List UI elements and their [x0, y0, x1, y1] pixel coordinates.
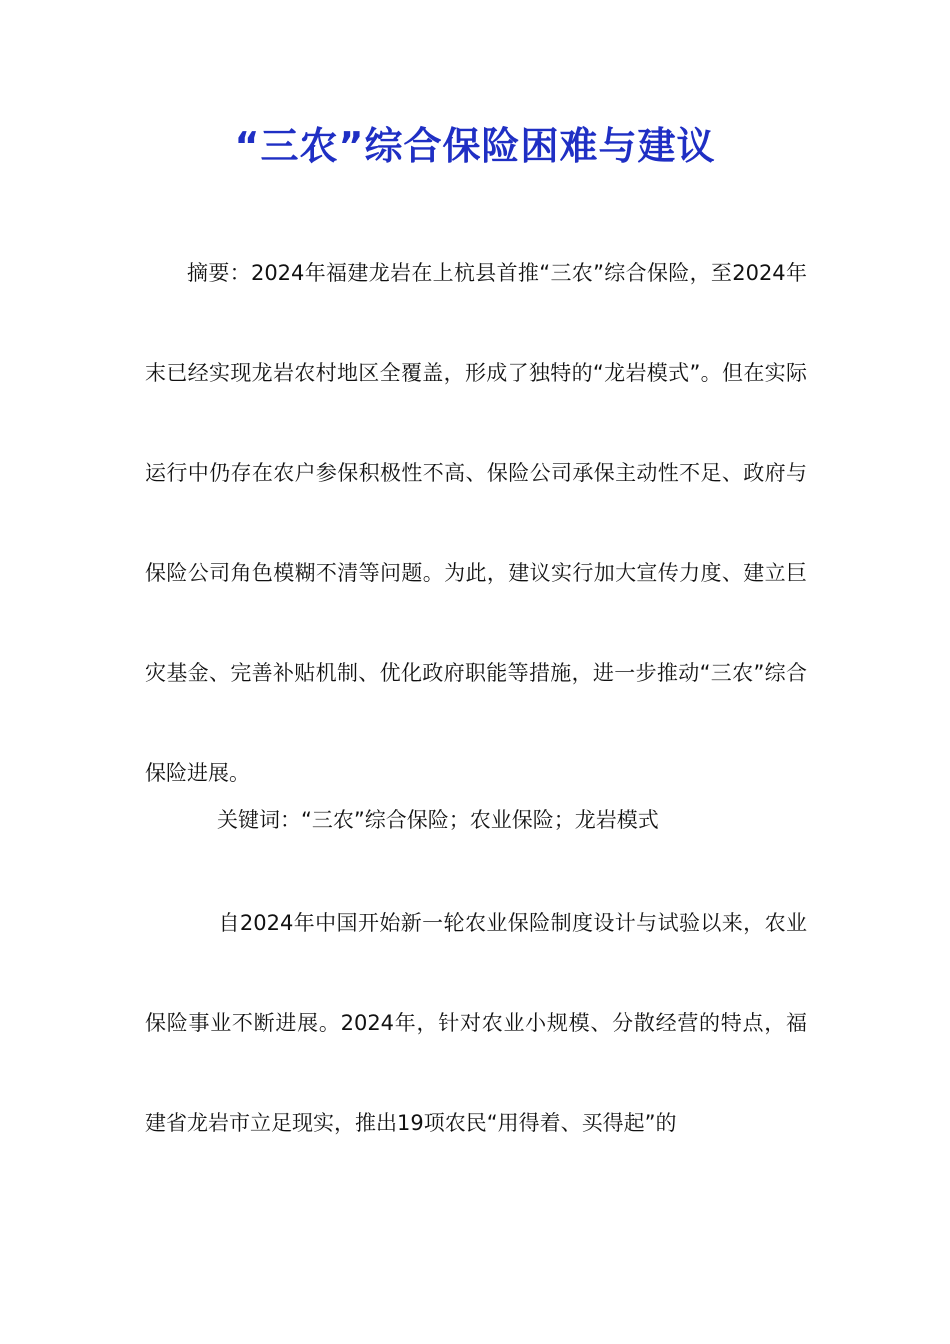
intro-paragraph: 自2024年中国开始新一轮农业保险制度设计与试验以来，农业保险事业不断进展。2024年，针对农业小规模、分散经营的特点，福建省龙岩市立足现实，推出19项农民“用得着、买得起”的 — [145, 911, 807, 1135]
document-title: “三农”综合保险困难与建议 — [234, 124, 716, 168]
abstract-paragraph: 摘要：2024年福建龙岩在上杭县首推“三农”综合保险，至2024年末已经实现龙岩农村地区全覆盖，形成了独特的“龙岩模式”。但在实际运行中仍存在农户参保积极性不高、保险公司承保主动性不足、政府与保险公司角色模糊不清等问题。为此，建议实行加大宣传力度、建立巨灾基金、完善补贴机制、优化政府职能等措施，进一步推动“三农”综合保险进展。 — [145, 261, 807, 785]
keywords-line: 关键词：“三农”综合保险；农业保险；龙岩模式 — [217, 808, 659, 832]
